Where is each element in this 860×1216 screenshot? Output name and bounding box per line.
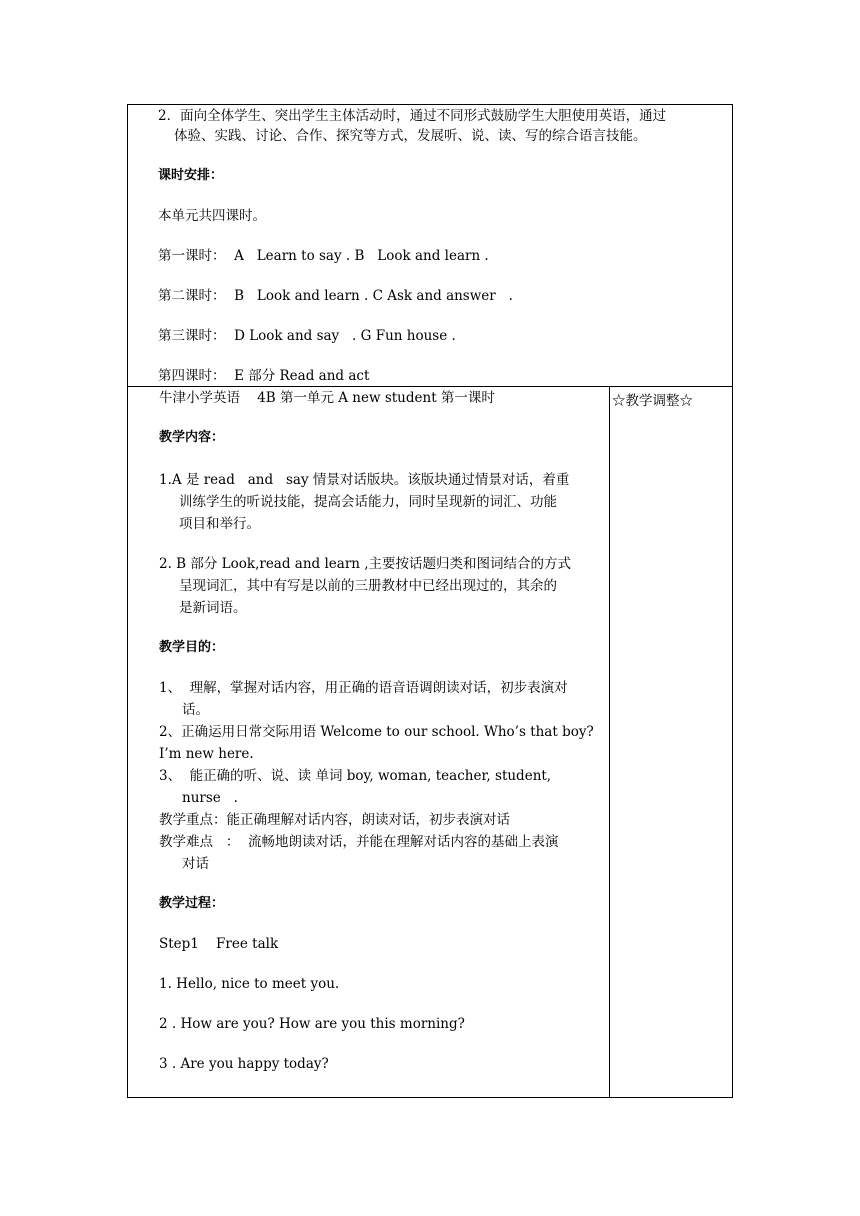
goal-1-line2: 话。 — [182, 702, 209, 718]
goal-2-line1: 2、正确运用日常交际用语 Welcome to our school. Who’s that boy? — [159, 724, 594, 740]
goal-3-line2: nurse . — [182, 790, 238, 806]
difficulty-line1: 教学难点 ： 流畅地朗读对话，并能在理解对话内容的基础上表演 — [159, 834, 559, 850]
schedule-total: 本单元共四课时。 — [158, 208, 266, 224]
lesson-title: 牛津小学英语 4B 第一单元 A new student 第一课时 — [159, 390, 495, 406]
content-2-line3: 是新词语。 — [179, 600, 247, 616]
content-1-line3: 项目和举行。 — [179, 516, 260, 532]
goal-3-line1: 3、 能正确的听、说、读 单词 boy, woman, teacher, student, — [159, 768, 552, 784]
lesson-4: 第四课时： E 部分 Read and act — [158, 368, 370, 384]
content-2-line2: 呈现词汇，其中有写是以前的三册教材中已经出现过的，其余的 — [179, 578, 557, 594]
free-talk-2: 2 . How are you? How are you this morning? — [159, 1016, 465, 1032]
difficulty-line2: 对话 — [182, 856, 209, 872]
step1-heading: Step1 Free talk — [159, 936, 279, 952]
goal-1-line1: 1、 理解，掌握对话内容，用正确的语音语调朗读对话，初步表演对 — [159, 680, 568, 696]
free-talk-3: 3 . Are you happy today? — [159, 1056, 329, 1072]
free-talk-1: 1. Hello, nice to meet you. — [159, 976, 340, 992]
goal-2-line2: I’m new here. — [159, 746, 254, 762]
content-heading: 教学内容： — [159, 430, 225, 445]
key-point: 教学重点：能正确理解对话内容，朗读对话，初步表演对话 — [159, 812, 510, 828]
unit-overview-cell — [128, 105, 732, 387]
adjustment-cell — [610, 387, 732, 1097]
content-2-line1: 2. B 部分 Look,read and learn ,主要按话题归类和图词结合的方式 — [159, 556, 572, 572]
lesson-content-cell — [128, 387, 610, 1097]
lesson-1: 第一课时： A Learn to say . B Look and learn . — [158, 248, 489, 264]
lesson-3: 第三课时： D Look and say . G Fun house . — [158, 328, 456, 344]
content-1-line2: 训练学生的听说技能，提高会话能力，同时呈现新的词汇、功能 — [179, 494, 557, 510]
adjust-label: ☆教学调整☆ — [612, 393, 693, 409]
goal2-line1: 2．面向全体学生、突出学生主体活动时，通过不同形式鼓励学生大胆使用英语，通过 — [158, 108, 667, 124]
content-1-line1: 1.A 是 read and say 情景对话版块。该版块通过情景对话，着重 — [159, 472, 570, 488]
process-heading: 教学过程： — [159, 896, 225, 911]
goal-heading: 教学目的： — [159, 640, 225, 655]
goal2-line2: 体验、实践、讨论、合作、探究等方式，发展听、说、读、写的综合语言技能。 — [174, 128, 647, 144]
schedule-heading: 课时安排： — [158, 168, 224, 183]
lesson-plan-table — [127, 104, 733, 1098]
lesson-2: 第二课时： B Look and learn . C Ask and answer . — [158, 288, 513, 304]
